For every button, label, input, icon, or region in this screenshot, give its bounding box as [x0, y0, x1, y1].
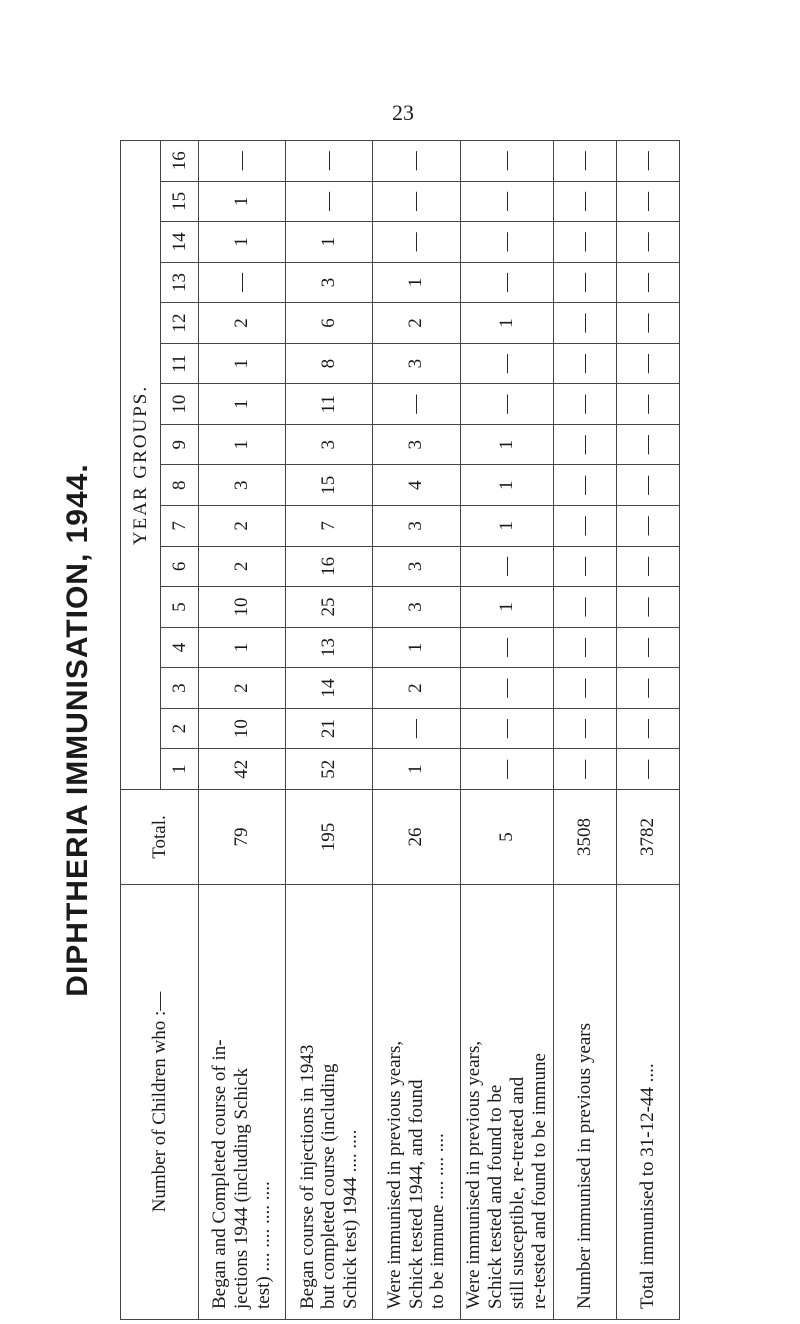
year-groups-header: YEAR GROUPS. — [121, 141, 161, 790]
row-label-line: Were immunised in previous years, — [383, 1040, 405, 1309]
summary-value-cell: — — [554, 141, 617, 182]
year-value-cell: 2 — [373, 303, 460, 344]
row-total: 5 — [460, 790, 554, 885]
year-value-cell: — — [373, 384, 460, 425]
year-value-cell: 25 — [286, 587, 373, 628]
row-label-line: to be immune .... .... .... — [427, 1133, 449, 1309]
year-value-cell: 13 — [286, 627, 373, 668]
year-value-cell: 52 — [286, 749, 373, 790]
table-row — [460, 141, 554, 1320]
year-header-cell: 12 — [161, 303, 199, 344]
year-value-cell: 1 — [199, 384, 286, 425]
summary-value-cell: — — [554, 506, 617, 547]
year-header-cell: 9 — [161, 424, 199, 465]
row-label-line: Schick test) 1944 .... .... — [340, 1129, 362, 1309]
summary-value-cell: — — [554, 343, 617, 384]
summary-value-cell: — — [617, 749, 680, 790]
summary-total: 3508 — [554, 790, 617, 885]
year-value-cell: — — [373, 708, 460, 749]
year-value-cell: 1 — [373, 627, 460, 668]
summary-value-cell: — — [554, 384, 617, 425]
year-value-cell: — — [373, 181, 460, 222]
year-value-cell: 1 — [199, 424, 286, 465]
year-header-cell: 6 — [161, 546, 199, 587]
row-label-line: Were immunised in previous years, — [463, 1040, 485, 1309]
row-total: 79 — [199, 790, 286, 885]
year-value-cell: 10 — [199, 708, 286, 749]
year-value-cell: 3 — [286, 424, 373, 465]
document-title: DIPHTHERIA IMMUNISATION, 1944. — [61, 463, 94, 997]
year-value-cell: 1 — [199, 627, 286, 668]
summary-value-cell: — — [554, 749, 617, 790]
summary-value-cell: — — [554, 303, 617, 344]
total-column-header: Total. — [121, 790, 199, 885]
year-value-cell: — — [199, 262, 286, 303]
year-header-cell: 4 — [161, 627, 199, 668]
summary-value-cell: — — [554, 262, 617, 303]
summary-value-cell: — — [617, 668, 680, 709]
row-label-line: jections 1944 (including Schick — [231, 1067, 253, 1309]
year-value-cell: 15 — [286, 465, 373, 506]
summary-value-cell: — — [554, 424, 617, 465]
row-label-line: still susceptible, re-treated and — [506, 1076, 528, 1309]
year-value-cell: 3 — [373, 546, 460, 587]
row-total: 26 — [373, 790, 460, 885]
year-value-cell: — — [460, 749, 554, 790]
row-label — [286, 885, 373, 1320]
row-label — [373, 885, 460, 1320]
summary-row — [617, 141, 680, 1320]
year-value-cell: 11 — [286, 384, 373, 425]
table-region — [120, 140, 680, 1320]
year-value-cell: 7 — [286, 506, 373, 547]
summary-value-cell: — — [617, 262, 680, 303]
year-header-cell: 2 — [161, 708, 199, 749]
rotated-table-frame — [120, 140, 680, 1320]
table-row — [286, 141, 373, 1320]
year-header-cell: 1 — [161, 749, 199, 790]
year-value-cell: 42 — [199, 749, 286, 790]
summary-value-cell: — — [617, 627, 680, 668]
year-value-cell: 2 — [199, 668, 286, 709]
year-value-cell: 6 — [286, 303, 373, 344]
year-header-cell: 5 — [161, 587, 199, 628]
summary-value-cell: — — [617, 708, 680, 749]
row-label-line: but completed course (including — [318, 1063, 340, 1309]
row-total: 195 — [286, 790, 373, 885]
year-value-cell: 10 — [199, 587, 286, 628]
row-label-line: re-tested and found to be immune — [528, 1053, 550, 1309]
year-header-cell: 7 — [161, 506, 199, 547]
year-value-cell: — — [286, 141, 373, 182]
summary-value-cell: — — [617, 424, 680, 465]
immunisation-table — [120, 140, 680, 1320]
year-value-cell: 8 — [286, 343, 373, 384]
summary-value-cell: — — [617, 303, 680, 344]
row-label-line: Began course of injections in 1943 — [296, 1044, 318, 1309]
year-value-cell: — — [460, 627, 554, 668]
row-label-line: Schick tested and found to be — [485, 1084, 507, 1309]
year-value-cell: 2 — [199, 546, 286, 587]
summary-value-cell: — — [554, 627, 617, 668]
year-value-cell: 1 — [460, 506, 554, 547]
year-value-cell: 3 — [286, 262, 373, 303]
table-header-row — [121, 141, 161, 1320]
label-column-header: Number of Children who :— — [121, 885, 199, 1320]
year-header-cell: 14 — [161, 222, 199, 263]
row-label — [460, 885, 554, 1320]
year-value-cell: — — [199, 141, 286, 182]
summary-value-cell: — — [617, 587, 680, 628]
summary-value-cell: — — [617, 384, 680, 425]
summary-value-cell: — — [617, 465, 680, 506]
year-value-cell: — — [460, 343, 554, 384]
year-value-cell: — — [460, 141, 554, 182]
summary-total: 3782 — [617, 790, 680, 885]
year-value-cell: — — [460, 546, 554, 587]
row-label-line: Began and Completed course of in- — [209, 1039, 231, 1309]
year-value-cell: 3 — [199, 465, 286, 506]
year-value-cell: 4 — [373, 465, 460, 506]
year-value-cell: 3 — [373, 587, 460, 628]
year-value-cell: 3 — [373, 343, 460, 384]
summary-value-cell: — — [617, 343, 680, 384]
row-label-line: test) .... .... .... .... — [253, 1181, 275, 1309]
year-value-cell: — — [460, 384, 554, 425]
summary-value-cell: — — [554, 668, 617, 709]
year-header-cell: 15 — [161, 181, 199, 222]
title-region — [58, 140, 98, 1320]
summary-value-cell: — — [554, 465, 617, 506]
year-value-cell: 1 — [286, 222, 373, 263]
year-value-cell: — — [460, 181, 554, 222]
summary-value-cell: — — [554, 222, 617, 263]
year-value-cell: 1 — [460, 424, 554, 465]
summary-value-cell: — — [554, 587, 617, 628]
year-value-cell: 16 — [286, 546, 373, 587]
year-value-cell: — — [373, 141, 460, 182]
row-label-line: Schick tested 1944, and found — [405, 1079, 427, 1309]
year-value-cell: — — [373, 222, 460, 263]
year-value-cell: 3 — [373, 424, 460, 465]
table-row — [373, 141, 460, 1320]
year-value-cell: 1 — [373, 262, 460, 303]
summary-value-cell: — — [617, 222, 680, 263]
year-value-cell: — — [460, 668, 554, 709]
year-header-cell: 3 — [161, 668, 199, 709]
summary-value-cell: — — [617, 506, 680, 547]
year-value-cell: 2 — [373, 668, 460, 709]
year-value-cell: 1 — [460, 465, 554, 506]
year-value-cell: 1 — [460, 587, 554, 628]
year-value-cell: 2 — [199, 506, 286, 547]
year-value-cell: — — [460, 708, 554, 749]
year-header-cell: 8 — [161, 465, 199, 506]
table-row — [199, 141, 286, 1320]
year-value-cell: 1 — [373, 749, 460, 790]
year-value-cell: 1 — [199, 222, 286, 263]
summary-value-cell: — — [617, 141, 680, 182]
year-header-cell: 10 — [161, 384, 199, 425]
summary-value-cell: — — [617, 546, 680, 587]
row-label — [199, 885, 286, 1320]
summary-value-cell: — — [554, 181, 617, 222]
year-value-cell: 1 — [460, 303, 554, 344]
year-header-cell: 16 — [161, 141, 199, 182]
summary-value-cell: — — [554, 546, 617, 587]
summary-value-cell: — — [617, 181, 680, 222]
year-value-cell: 3 — [373, 506, 460, 547]
year-value-cell: — — [460, 262, 554, 303]
year-value-cell: — — [286, 181, 373, 222]
year-value-cell: 14 — [286, 668, 373, 709]
summary-value-cell: — — [554, 708, 617, 749]
year-value-cell: 2 — [199, 303, 286, 344]
table-body — [199, 141, 680, 1320]
year-value-cell: — — [460, 222, 554, 263]
page-number: 23 — [392, 100, 414, 125]
year-header-cell: 11 — [161, 343, 199, 384]
summary-row — [554, 141, 617, 1320]
year-value-cell: 1 — [199, 181, 286, 222]
year-header-cell: 13 — [161, 262, 199, 303]
year-value-cell: 21 — [286, 708, 373, 749]
year-value-cell: 1 — [199, 343, 286, 384]
summary-label: Total immunised to 31-12-44 .... — [617, 885, 680, 1320]
summary-label: Number immunised in previous years — [554, 885, 617, 1320]
